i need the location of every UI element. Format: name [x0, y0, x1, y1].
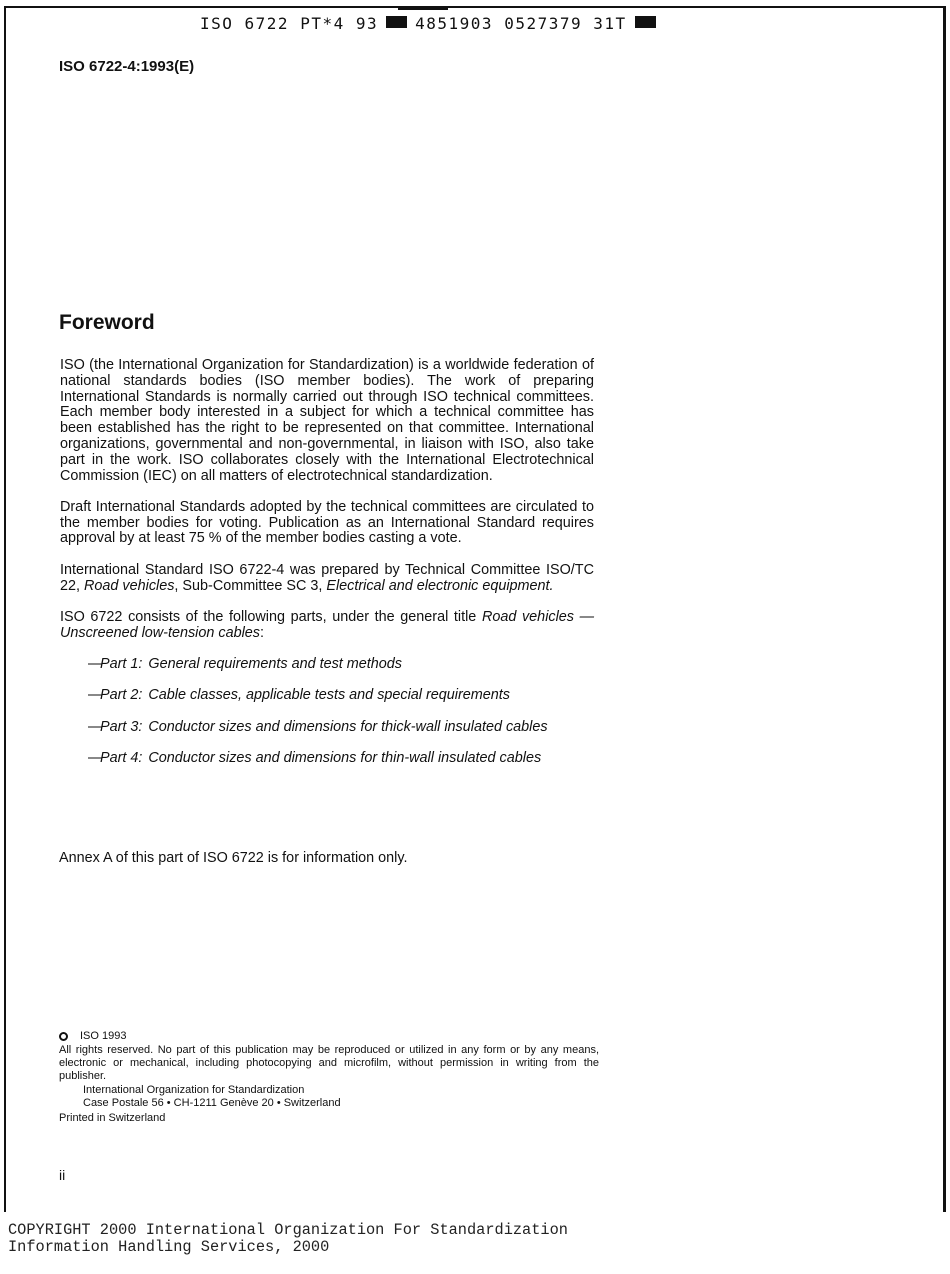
scan-header-number: 4851903 0527379 31T — [415, 14, 627, 33]
copyright-footer — [8, 1222, 568, 1255]
redaction-block — [635, 16, 656, 28]
document-identifier: ISO 6722-4:1993(E) — [59, 58, 195, 75]
scan-header — [200, 14, 664, 34]
page-edge-mark — [398, 8, 448, 10]
paragraph-draft-standards: Draft International Standards adopted by the technical committees are circulated to the member bodies for voting. Publication as an International Standard requires approval by at least 75 % of the member bodies casting a vote. — [60, 498, 594, 547]
copyright-notice — [59, 1030, 599, 1125]
page-number: ii — [59, 1167, 66, 1183]
annex-note: Annex A of this part of ISO 6722 is for information only. — [59, 850, 408, 866]
foreword-body — [60, 358, 594, 782]
list-item: — Part 1: General requirements and test methods — [88, 655, 402, 672]
scan-header-code: ISO 6722 PT*4 93 — [200, 14, 379, 33]
list-item: — Part 4: Conductor sizes and dimensions for thin-wall insulated cables — [88, 749, 542, 766]
copyright-year: ISO 1993 — [80, 1030, 127, 1042]
printed-in: Printed in Switzerland — [59, 1112, 166, 1125]
redaction-block — [386, 16, 407, 28]
publisher-address: Case Postale 56 • CH-1211 Genève 20 • Switzerland — [83, 1096, 341, 1109]
paragraph-parts-intro: ISO 6722 consists of the following parts, under the general title Road vehicles — Unscreened low-tension cables: — [60, 608, 595, 641]
list-item: — Part 2: Cable classes, applicable tests and special requirements — [88, 687, 510, 704]
paragraph-iso-intro: ISO (the International Organization for Standardization) is a worldwide federation of national standards bodies (ISO member bodies). The work of preparing International Standards is normally carried out through ISO technical committees. Each member body interested in a subject for which a technical committee has been established has the right to be represented on that committee. International organizations, governmental and non-governmental, in liaison with ISO, also take part in the work. ISO collaborates closely with the International Electrotechnical Commission (IEC) on all matters of electrotechnical standardization. — [60, 357, 594, 484]
publisher-name: International Organization for Standardization — [83, 1084, 305, 1097]
foreword-heading: Foreword — [59, 311, 155, 334]
parts-list — [60, 657, 594, 767]
rights-statement: All rights reserved. No part of this publication may be reproduced or utilized in any form or by any means, electronic or mechanical, including photocopying and microfilm, without permission in writing from the publisher. — [59, 1044, 599, 1082]
paragraph-prepared-by: International Standard ISO 6722-4 was prepared by Technical Committee ISO/TC 22, Road vehicles, Sub-Committee SC 3, Electrical and electronic equipment. — [60, 561, 594, 594]
list-item: — Part 3: Conductor sizes and dimensions for thick-wall insulated cables — [88, 718, 548, 735]
copyright-icon — [59, 1032, 68, 1041]
footer-line-2: Information Handling Services, 2000 — [8, 1237, 330, 1256]
footer-line-1: COPYRIGHT 2000 International Organization For Standardization — [8, 1221, 568, 1239]
